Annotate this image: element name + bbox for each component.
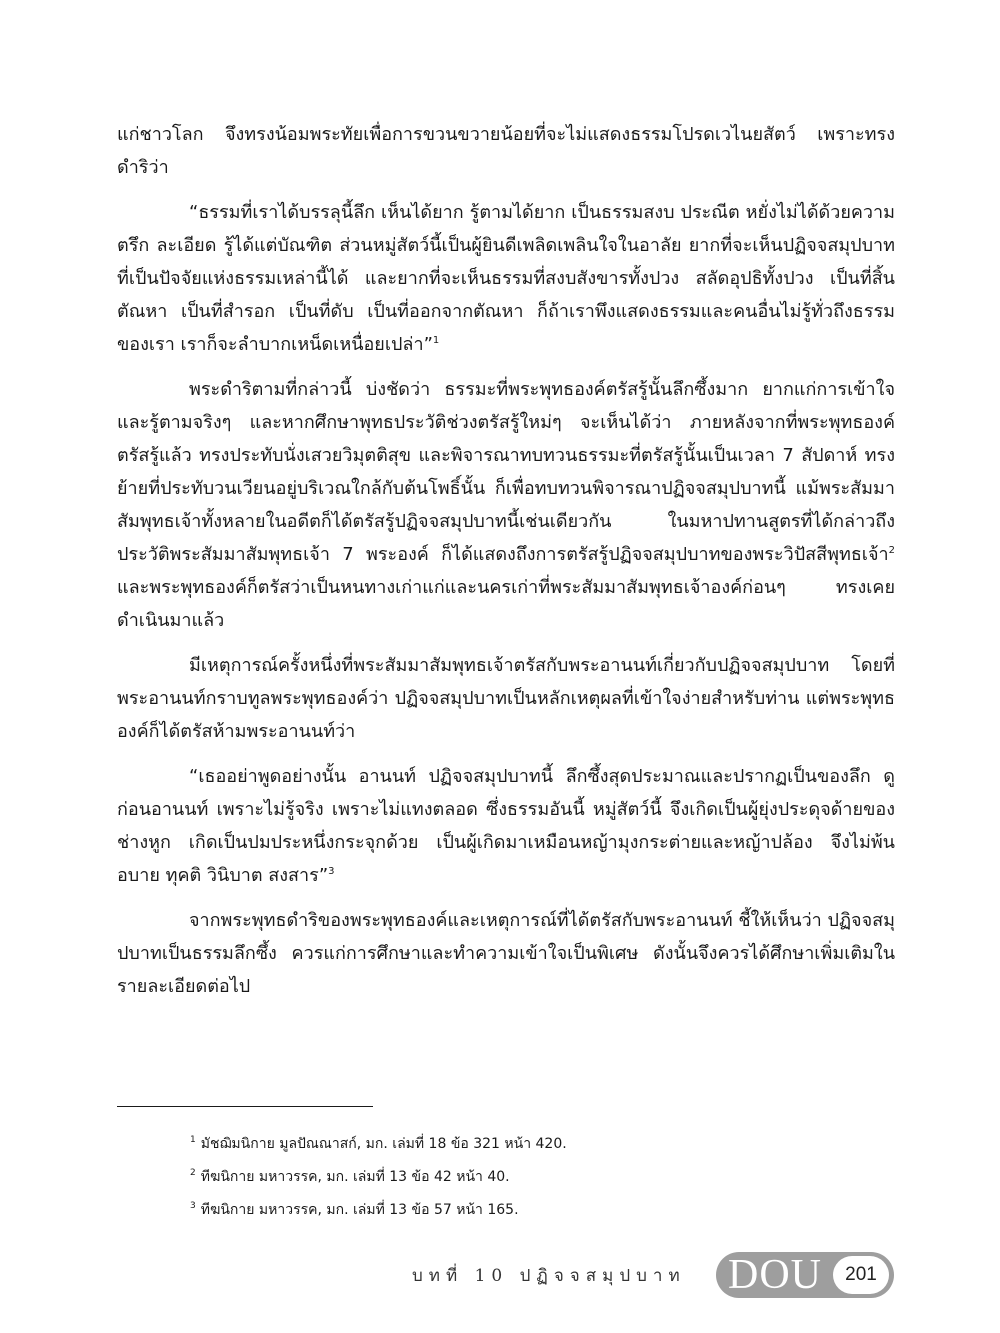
footnote-item: [190, 1161, 890, 1194]
footnote-marker: 3: [328, 866, 335, 877]
quote-paragraph: [117, 196, 895, 361]
quote-paragraph: [117, 760, 895, 892]
footnote-item: [190, 1194, 890, 1227]
paragraph: [117, 373, 895, 637]
paragraph: [117, 649, 895, 748]
paragraph-text: มีเหตุการณ์ครั้งหนึ่งที่พระสัมมาสัมพุทธเจ้าตรัสกับพระอานนท์เกี่ยวกับปฏิจจสมุปบาท โดยที่พระอานนท์กราบทูลพระพุทธองค์ว่า ปฏิจจสมุปบาทเป็นหลักเหตุผลที่เข้าใจง่ายสำหรับท่าน แต่พระพุทธองค์ก็ได้ตรัสห้ามพระอานนท์ว่า: [117, 655, 895, 742]
page-badge: [716, 1252, 894, 1298]
paragraph-text: แก่ชาวโลก จึงทรงน้อมพระทัยเพื่อการขวนขวายน้อยที่จะไม่แสดงธรรมโปรดเวไนยสัตว์ เพราะทรงดำริว่า: [117, 124, 895, 178]
dou-logo: DOU: [728, 1252, 822, 1298]
footnotes: [190, 1128, 890, 1227]
footnote-number: 1: [190, 1135, 196, 1146]
paragraph-text-continued: และพระพุทธองค์ก็ตรัสว่าเป็นหนทางเก่าแก่และนครเก่าที่พระสัมมาสัมพุทธเจ้าองค์ก่อนๆ ทรงเคยดำเนินมาแล้ว: [117, 577, 895, 631]
paragraph-text: “เธออย่าพูดอย่างนั้น อานนท์ ปฏิจจสมุปบาทนี้ ลึกซึ้งสุดประมาณและปรากฏเป็นของลึก ดูก่อนอานนท์ เพราะไม่รู้จริง เพราะไม่แทงตลอด ซึ่งธรรมอันนี้ หมู่สัตว์นี้ จึงเกิดเป็นผู้ยุ่งประดุจด้ายของช่างหูก เกิดเป็นปมประหนึ่งกระจุกด้วย เป็นผู้เกิดมาเหมือนหญ้ามุงกระต่ายและหญ้าปล้อง จึงไม่พ้นอบาย ทุคติ วินิบาต สงสาร”: [117, 766, 895, 886]
footnote-number: 3: [190, 1201, 196, 1212]
footnote-text: มัชฌิมนิกาย มูลปัณณาสก์, มก. เล่มที่ 18 ข้อ 321 หน้า 420.: [200, 1136, 567, 1152]
footnote-number: 2: [190, 1168, 196, 1179]
footnote-item: [190, 1128, 890, 1161]
body-text: [117, 118, 895, 1015]
footnote-marker: 2: [888, 545, 895, 556]
page-number: 201: [833, 1256, 889, 1294]
chapter-title-footer: บทที่ 10 ปฏิจจสมุปบาท: [412, 1266, 686, 1286]
paragraph-text: จากพระพุทธดำริของพระพุทธองค์และเหตุการณ์ที่ได้ตรัสกับพระอานนท์ ชี้ให้เห็นว่า ปฏิจจสมุปบาทเป็นธรรมลึกซึ้ง ควรแก่การศึกษาและทำความเข้าใจเป็นพิเศษ ดังนั้นจึงควรได้ศึกษาเพิ่มเติมในรายละเอียดต่อไป: [117, 910, 895, 997]
footnote-marker: 1: [432, 335, 440, 346]
paragraph-text: พระดำริตามที่กล่าวนี้ บ่งชัดว่า ธรรมะที่พระพุทธองค์ตรัสรู้นั้นลึกซึ้งมาก ยากแก่การเข้าใจและรู้ตามจริงๆ และหากศึกษาพุทธประวัติช่วงตรัสรู้ใหม่ๆ จะเห็นได้ว่า ภายหลังจากที่พระพุทธองค์ตรัสรู้แล้ว ทรงประทับนั่งเสวยวิมุตติสุข และพิจารณาทบทวนธรรมะที่ตรัสรู้นั้นเป็นเวลา 7 สัปดาห์ ทรงย้ายที่ประทับวนเวียนอยู่บริเวณใกล้กับต้นโพธิ์นั้น ก็เพื่อทบทวนพิจารณาปฏิจจสมุปบาทนี้ แม้พระสัมมาสัมพุทธเจ้าทั้งหลายในอดีตก็ได้ตรัสรู้ปฏิจจสมุปบาทนี้เช่นเดียวกัน ในมหาปทานสูตรที่ได้กล่าวถึงประวัติพระสัมมาสัมพุทธเจ้า 7 พระองค์ ก็ได้แสดงถึงการตรัสรู้ปฏิจจสมุปบาทของพระวิปัสสีพุทธเจ้า: [117, 379, 895, 565]
paragraph: [117, 118, 895, 184]
footnote-text: ทีฆนิกาย มหาวรรค, มก. เล่มที่ 13 ข้อ 57 หน้า 165.: [200, 1202, 519, 1218]
footnote-text: ทีฆนิกาย มหาวรรค, มก. เล่มที่ 13 ข้อ 42 หน้า 40.: [200, 1169, 510, 1185]
paragraph-text: “ธรรมที่เราได้บรรลุนี้ลึก เห็นได้ยาก รู้ตามได้ยาก เป็นธรรมสงบ ประณีต หยั่งไม่ได้ด้วยความตรึก ละเอียด รู้ได้แต่บัณฑิต ส่วนหมู่สัตว์นี้เป็นผู้ยินดีเพลิดเพลินใจในอาลัย ยากที่จะเห็นปฏิจจสมุปบาทที่เป็นปัจจัยแห่งธรรมเหล่านี้ได้ และยากที่จะเห็นธรรมที่สงบสังขารทั้งปวง สลัดอุปธิทั้งปวง เป็นที่สิ้นตัณหา เป็นที่สำรอก เป็นที่ดับ เป็นที่ออกจากตัณหา ก็ถ้าเราพึงแสดงธรรมและคนอื่นไม่รู้ทั่วถึงธรรมของเรา เราก็จะลำบากเหน็ดเหนื่อยเปล่า”: [117, 202, 895, 355]
footnote-divider: [117, 1106, 373, 1107]
paragraph: [117, 904, 895, 1003]
